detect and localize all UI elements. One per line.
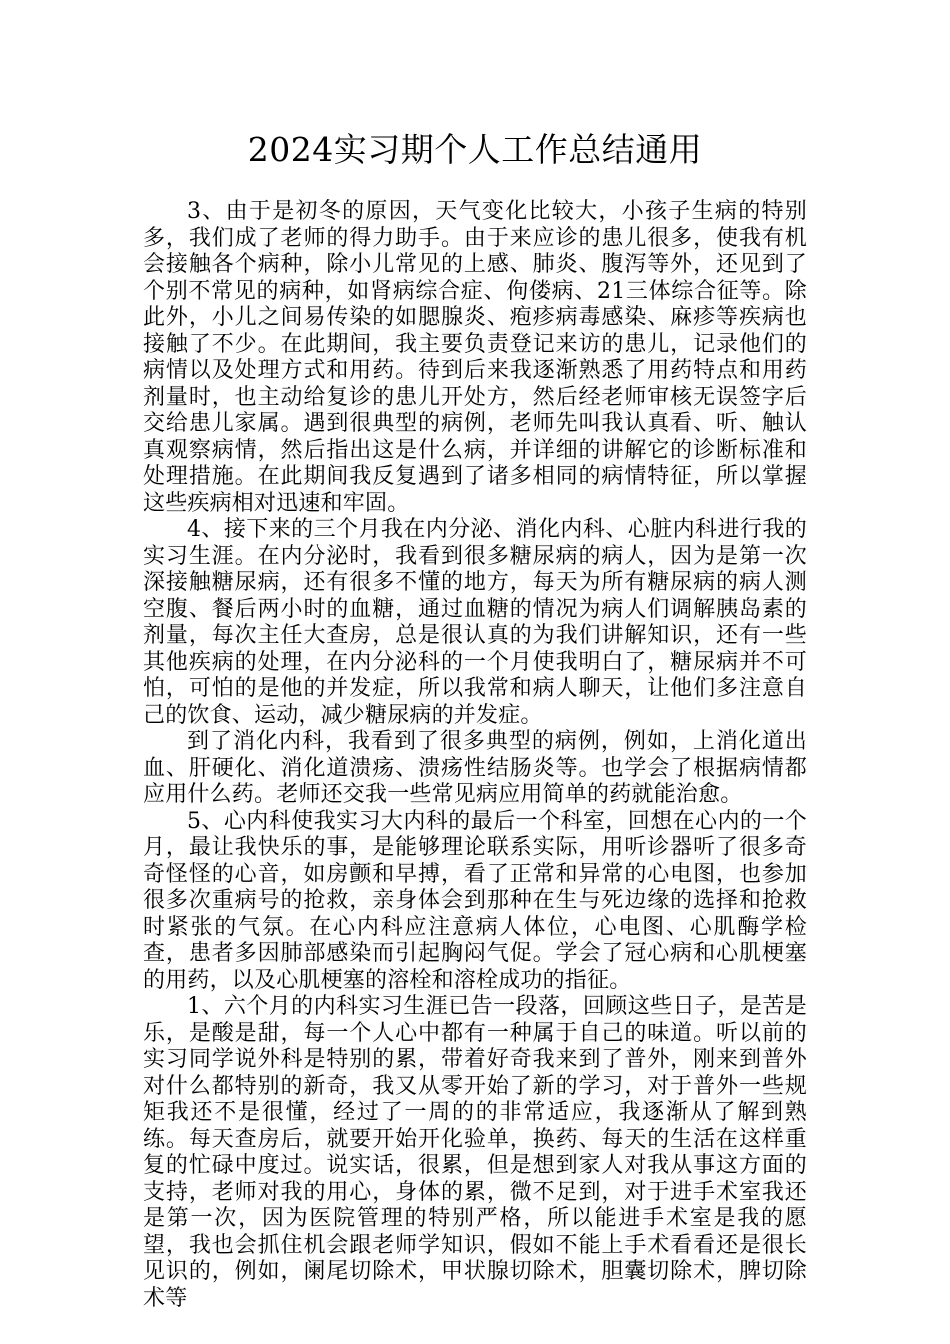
paragraph-gastroenterology: 到了消化内科，我看到了很多典型的病例，例如，上消化道出血、肝硬化、消化道溃疡、溃疡性结肠炎等。也学会了根据病情都应用什么药。老师还交我一些常见病应用简单的药就能治愈。 [143,729,807,807]
paragraph-pediatrics: 3、由于是初冬的原因，天气变化比较大，小孩子生病的特别多，我们成了老师的得力助手。由于来应诊的患儿很多，使我有机会接触各个病种，除小儿常见的上感、肺炎、腹泻等外，还见到了个别不常见的病种，如肾病综合症、佝偻病、21三体综合征等。除此外，小儿之间易传染的如腮腺炎、疱疹病毒感染、麻疹等疾病也接触了不少。在此期间，我主要负责登记来访的患儿，记录他们的病情以及处理方式和用药。待到后来我逐渐熟悉了用药特点和用药剂量时，也主动给复诊的患儿开处方，然后经老师审核无误签字后交给患儿家属。遇到很典型的病例，老师先叫我认真看、听、触认真观察病情，然后指出这是什么病，并详细的讲解它的诊断标准和处理措施。在此期间我反复遇到了诸多相同的病情特征，所以掌握这些疾病相对迅速和牢固。 [143,199,807,516]
document-body [143,199,807,1312]
paragraph-general-surgery: 1、六个月的内科实习生涯已告一段落，回顾这些日子，是苦是乐，是酸是甜，每一个人心中都有一种属于自己的味道。听以前的实习同学说外科是特别的累，带着好奇我来到了普外，刚来到普外对什么都特别的新奇，我又从零开始了新的学习，对于普外一些规矩我还不是很懂，经过了一周的的非常适应，我逐渐从了解到熟练。每天查房后，就要开始开化验单，换药、每天的生活在这样重复的忙碌中度过。说实话，很累，但是想到家人对我从事这方面的支持，老师对我的用心，身体的累，微不足到，对于进手术室我还是第一次，因为医院管理的特别严格，所以能进手术室是我的愿望，我也会抓住机会跟老师学知识，假如不能上手术看看还是很长见识的，例如，阑尾切除术，甲状腺切除术，胆囊切除术，脾切除术等 [143,994,807,1311]
paragraph-endocrinology: 4、接下来的三个月我在内分泌、消化内科、心脏内科进行我的实习生涯。在内分泌时，我看到很多糖尿病的病人，因为是第一次深接触糖尿病，还有很多不懂的地方，每天为所有糖尿病的病人测空腹、餐后两小时的血糖，通过血糖的情况为病人们调解胰岛素的剂量，每次主任大查房，总是很认真的为我们讲解知识，还有一些其他疾病的处理，在内分泌科的一个月使我明白了，糖尿病并不可怕，可怕的是他的并发症，所以我常和病人聊天，让他们多注意自己的饮食、运动，减少糖尿病的并发症。 [143,517,807,728]
document-title: 2024实习期个人工作总结通用 [247,130,703,169]
paragraph-cardiology: 5、心内科使我实习大内科的最后一个科室，回想在心内的一个月，最让我快乐的事，是能够理论联系实际，用听诊器听了很多奇奇怪怪的心音，如房颤和早搏，看了正常和异常的心电图，也参加很多次重病号的抢救，亲身体会到那种在生与死边缘的选择和抢救时紧张的气氛。在心内科应注意病人体位，心电图、心肌酶学检查，患者多因肺部感染而引起胸闷气促。学会了冠心病和心肌梗塞的用药，以及心肌梗塞的溶栓和溶栓成功的指征。 [143,808,807,993]
